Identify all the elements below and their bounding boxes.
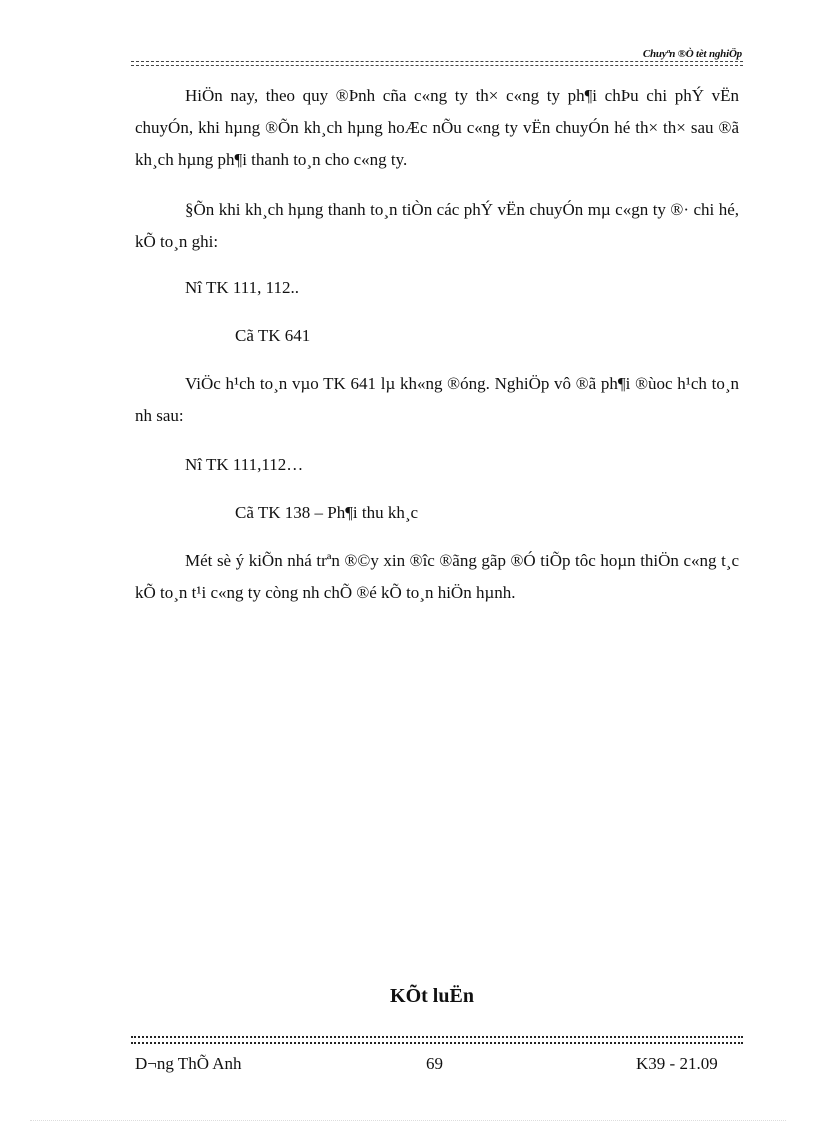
paragraph-shipping-policy: HiÖn nay, theo quy ®Þnh cña c«ng ty th× c«ng ty ph¶i chÞu chi phÝ vËn chuyÓn, khi hµng ®Õn kh¸ch hµng hoÆc nÕu c«ng ty vËn chuyÓn hé th× th× sau ®ã kh¸ch hµng ph¶i thanh to¸n cho c«ng ty.: [135, 86, 739, 169]
footer-divider: [131, 1036, 743, 1038]
footer-author: D¬ng ThÕ Anh: [135, 1054, 242, 1073]
credit-entry-1: Cã TK 641: [235, 326, 311, 345]
header-divider: [131, 61, 743, 62]
page-bottom-border: [30, 1120, 786, 1121]
paragraph-closing-remarks: Mét sè ý kiÕn nhá trªn ®©y xin ®îc ®ãng gãp ®Ó tiÕp tôc hoµn thiÖn c«ng t¸c kÕ to¸n t¹i c«ng ty còng nh chÕ ®é kÕ to¸n hiÖn hµnh.: [135, 551, 739, 602]
footer-page-number: 69: [426, 1054, 443, 1073]
debit-entry-2: Nî TK 111,112…: [185, 455, 304, 474]
header-title: Chuyªn ®Ò tèt nghiÖp: [642, 48, 742, 60]
debit-entry-1: Nî TK 111, 112..: [185, 278, 299, 297]
paragraph-customer-payment: §Õn khi kh¸ch hµng thanh to¸n tiÒn các phÝ vËn chuyÓn mµ c«gn ty ®· chi hé, kÕ to¸n ghi:: [135, 200, 739, 251]
credit-entry-2: Cã TK 138 – Ph¶i thu kh¸c: [235, 503, 419, 522]
paragraph-correction: ViÖc h¹ch to¸n vµo TK 641 lµ kh«ng ®óng. NghiÖp vô ®ã ph¶i ®ùoc h¹ch to¸n nh sau:: [135, 374, 739, 425]
footer-class-code: K39 - 21.09: [636, 1054, 718, 1073]
conclusion-heading: KÕt luËn: [390, 985, 474, 1007]
